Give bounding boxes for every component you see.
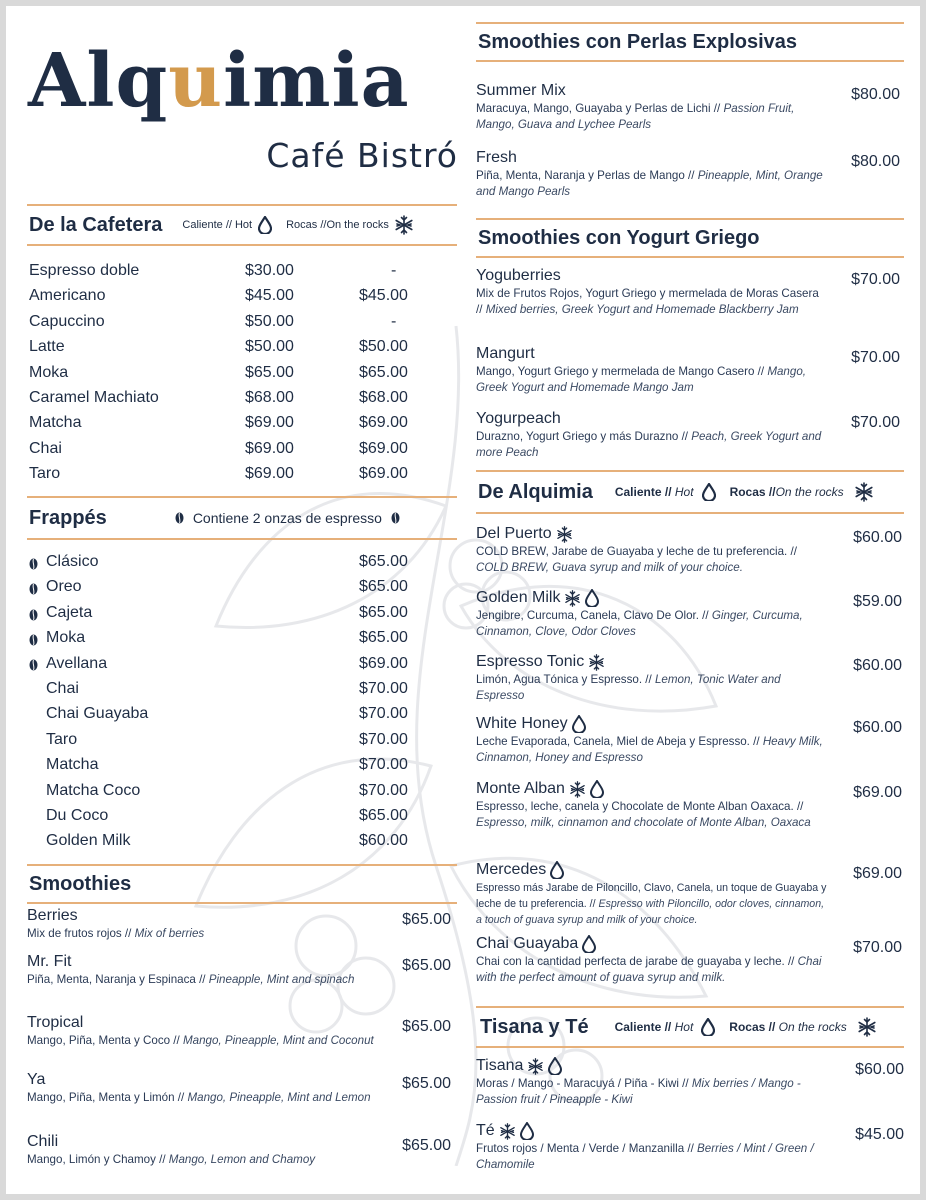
item-name: Taro — [29, 465, 61, 483]
price-rocks: $50.00 — [359, 338, 408, 356]
item-name: Clásico — [46, 553, 99, 570]
menu-item — [476, 861, 904, 928]
menu-item — [476, 1122, 904, 1173]
price-rocks: $65.00 — [359, 363, 408, 381]
snowflake-icon — [556, 526, 573, 543]
description-es: Mango, Piña, Menta y Limón // — [27, 1091, 185, 1104]
rocks-legend: Rocas // On the rocks — [729, 1017, 876, 1037]
description-es: COLD BREW, Jarabe de Guayaba y leche de tu preferencia. // — [476, 545, 797, 558]
item-price: $65.00 — [359, 807, 408, 824]
section-header-frappes — [27, 496, 457, 540]
price-rocks: - — [391, 312, 397, 330]
item-price: $60.00 — [853, 657, 902, 674]
description-en: Ginger, Curcuma, Cinnamon, Clove, Odor Cloves — [476, 609, 803, 638]
item-name: Matcha — [46, 756, 99, 774]
menu-item — [27, 1133, 457, 1168]
item-price: $60.00 — [853, 529, 902, 546]
item-price: $65.00 — [359, 553, 408, 570]
item-price: $70.00 — [359, 781, 408, 799]
description-en: Pineapple, Mint and spinach — [208, 973, 355, 986]
item-name-text: Berries — [27, 907, 78, 924]
drop-icon — [585, 589, 599, 607]
menu-item — [476, 780, 904, 831]
item-description — [476, 364, 828, 396]
item-price: $69.00 — [853, 784, 902, 801]
item-description — [476, 286, 828, 318]
item-name: Chai — [29, 439, 62, 457]
menu-item — [27, 953, 457, 988]
description-es: Frutos rojos / Menta / Verde / Manzanilla // — [476, 1142, 694, 1155]
description-es: Leche Evaporada, Canela, Miel de Abeja y Espresso. // — [476, 735, 760, 748]
snowflake-icon — [857, 1017, 877, 1037]
item-name-text: Yoguberries — [476, 267, 561, 284]
description-en: Mango, Pineapple, Mint and Lemon — [187, 1091, 371, 1104]
item-price: $70.00 — [359, 705, 408, 723]
item-name — [476, 1057, 904, 1075]
menu-item — [476, 410, 904, 461]
description-es: Durazno, Yogurt Griego y más Durazno // — [476, 430, 689, 443]
hot-legend: Caliente // Hot — [182, 216, 272, 234]
description-en: Mix of berries — [134, 927, 205, 940]
rocks-legend: Rocas // On the rocks — [730, 482, 874, 502]
item-name-text: Espresso Tonic — [476, 653, 585, 670]
item-name-text: Monte Alban — [476, 780, 565, 797]
item-description — [476, 799, 828, 831]
drop-icon — [572, 715, 586, 733]
description-en: Espresso with Piloncillo, odor cloves, cinnamon, a touch of guava syrup and milk of your choice. — [476, 898, 825, 926]
item-price: $70.00 — [359, 756, 408, 774]
item-name — [476, 653, 904, 671]
menu-item — [476, 715, 904, 766]
description-en: Mango, Lemon and Chamoy — [168, 1153, 316, 1166]
menu-item — [476, 1057, 904, 1108]
section-header-smoothies — [27, 864, 457, 904]
item-description — [476, 101, 826, 133]
item-name: Avellana — [46, 654, 108, 672]
description-es: Limón, Agua Tónica y Espresso. // — [476, 673, 652, 686]
price-rocks: $69.00 — [359, 439, 408, 457]
menu-item — [476, 935, 904, 986]
hot-legend: Caliente // Hot — [615, 483, 716, 501]
item-price: $65.00 — [402, 1075, 451, 1092]
item-price: $65.00 — [359, 578, 408, 596]
item-name — [27, 907, 457, 925]
description-en: Berries / Mint / Green / Chamomile — [476, 1142, 814, 1171]
item-price: $59.00 — [853, 593, 902, 610]
item-name-text: Tropical — [27, 1014, 84, 1031]
coffee-bean-icon — [175, 512, 184, 524]
item-name: Golden Milk — [46, 832, 131, 850]
menu-item — [476, 589, 904, 640]
item-price: $65.00 — [359, 603, 408, 621]
item-description — [27, 972, 377, 988]
item-name — [27, 953, 457, 971]
menu-item — [27, 907, 457, 942]
item-price: $70.00 — [851, 271, 900, 288]
description-es: Jengibre, Curcuma, Canela, Clavo De Olor. // — [476, 609, 709, 622]
drop-icon — [590, 780, 604, 798]
coffee-bean-icon — [391, 512, 400, 524]
coffee-bean-icon — [29, 583, 38, 595]
snowflake-icon — [569, 781, 586, 798]
item-name-text: Mangurt — [476, 345, 535, 362]
description-en: Chai with the perfect amount of guava syrup and milk. — [476, 955, 822, 984]
item-name — [476, 410, 904, 428]
item-price: $70.00 — [851, 349, 900, 366]
item-name — [476, 861, 904, 879]
item-description — [476, 954, 828, 986]
snowflake-icon — [527, 1058, 544, 1075]
brand-logo — [28, 38, 458, 179]
item-name: Du Coco — [46, 807, 109, 824]
price-rocks: $45.00 — [359, 287, 408, 305]
description-es: Piña, Menta, Naranja y Perlas de Mango // — [476, 169, 695, 182]
description-en: COLD BREW, Guava syrup and milk of your choice. — [476, 561, 743, 574]
item-name-text: Del Puerto — [476, 525, 552, 542]
price-hot: $50.00 — [245, 338, 294, 356]
item-description — [27, 1152, 377, 1168]
section-header-alquimia — [476, 470, 904, 514]
menu-item — [476, 653, 904, 704]
price-hot: $69.00 — [245, 414, 294, 432]
coffee-bean-icon — [29, 609, 38, 621]
item-name — [476, 525, 904, 543]
item-description — [476, 1141, 828, 1173]
item-description — [476, 544, 828, 576]
coffee-bean-icon — [29, 659, 38, 671]
price-hot: $69.00 — [245, 439, 294, 457]
brand-subtitle: Café Bistró — [266, 136, 458, 175]
item-price: $70.00 — [359, 730, 408, 748]
drop-icon — [520, 1122, 534, 1140]
drop-icon — [550, 861, 564, 879]
item-description — [476, 608, 828, 640]
item-name — [476, 715, 904, 733]
description-es: Espresso, leche, canela y Chocolate de Monte Alban Oaxaca. // — [476, 800, 804, 813]
item-name-text: Mercedes — [476, 861, 547, 878]
item-name: Matcha — [29, 414, 82, 432]
item-name: Moka — [46, 629, 86, 647]
item-name: Chai Guayaba — [46, 705, 149, 723]
item-name-text: Golden Milk — [476, 589, 561, 606]
item-name-text: Yogurpeach — [476, 410, 561, 427]
item-price: $65.00 — [402, 911, 451, 928]
price-hot: $50.00 — [245, 312, 294, 330]
price-rocks: $69.00 — [359, 414, 408, 432]
item-name: Cajeta — [46, 603, 93, 621]
item-name: Moka — [29, 363, 69, 381]
description-en: Heavy Milk, Cinnamon, Honey and Espresso — [476, 735, 823, 764]
description-es: Mango, Yogurt Griego y mermelada de Mango Casero // — [476, 365, 765, 378]
item-name — [476, 935, 904, 953]
section-title: Smoothies con Yogurt Griego — [478, 226, 760, 249]
item-name-text: Té — [476, 1122, 495, 1139]
item-name: Caramel Machiato — [29, 389, 159, 406]
section-header-tisana — [476, 1006, 904, 1048]
item-name — [476, 267, 904, 285]
item-name: Oreo — [46, 578, 82, 596]
description-es: Piña, Menta, Naranja y Espinaca // — [27, 973, 206, 986]
description-en: Mixed berries, Greek Yogurt and Homemade Blackberry Jam — [485, 303, 799, 316]
drop-icon — [258, 216, 272, 234]
brand-name: Alquimia — [28, 38, 410, 124]
section-title: De Alquimia — [478, 480, 593, 503]
section-title: Smoothies — [29, 872, 132, 895]
snowflake-icon — [588, 654, 605, 671]
item-description — [476, 880, 828, 928]
item-price: $60.00 — [853, 719, 902, 736]
item-name — [476, 1122, 904, 1140]
drop-icon — [548, 1057, 562, 1075]
coffee-bean-icon — [29, 634, 38, 646]
item-name-text: Ya — [27, 1071, 46, 1088]
snowflake-icon — [394, 215, 414, 235]
item-name-text: White Honey — [476, 715, 568, 732]
description-es: Mango, Piña, Menta y Coco // — [27, 1034, 180, 1047]
snowflake-icon — [564, 590, 581, 607]
rocks-legend: Rocas //On the rocks — [286, 215, 414, 235]
description-en: Lemon, Tonic Water and Espresso — [476, 673, 781, 702]
item-name: Espresso doble — [29, 262, 140, 279]
price-rocks: $68.00 — [359, 389, 408, 406]
menu-item — [27, 1014, 457, 1049]
description-es: Mango, Limón y Chamoy // — [27, 1153, 166, 1166]
item-name — [27, 1133, 457, 1151]
description-en: Mango, Greek Yogurt and Homemade Mango Jam — [476, 365, 806, 394]
price-rocks: $69.00 — [359, 465, 408, 483]
snowflake-icon — [499, 1123, 516, 1140]
item-name: Capuccino — [29, 312, 105, 330]
menu-page — [6, 6, 920, 1194]
item-name: Matcha Coco — [46, 781, 141, 799]
description-es: Maracuya, Mango, Guayaba y Perlas de Lichi // — [476, 102, 721, 115]
section-header-cafetera — [27, 204, 457, 246]
item-name-text: Fresh — [476, 149, 517, 166]
snowflake-icon — [854, 482, 874, 502]
price-hot: $65.00 — [245, 363, 294, 381]
section-title: Tisana y Té — [480, 1015, 589, 1038]
drop-icon — [582, 935, 596, 953]
item-description — [27, 1033, 377, 1049]
item-name: Latte — [29, 338, 65, 356]
item-name — [27, 1071, 457, 1089]
item-name: Taro — [46, 730, 78, 748]
item-name-text: Chai Guayaba — [476, 935, 579, 952]
item-description — [476, 672, 828, 704]
item-name — [27, 1014, 457, 1032]
item-name-text: Tisana — [476, 1057, 524, 1074]
section-title: De la Cafetera — [29, 213, 163, 236]
item-description — [476, 734, 828, 766]
section-header-perlas — [476, 22, 904, 62]
item-description — [476, 168, 826, 200]
item-name — [476, 345, 904, 363]
item-description — [27, 926, 377, 942]
left-column — [27, 202, 457, 1182]
item-price: $65.00 — [402, 957, 451, 974]
description-en: Espresso, milk, cinnamon and chocolate of Monte Alban, Oaxaca — [476, 816, 811, 829]
menu-item — [27, 1071, 457, 1106]
price-hot: $69.00 — [245, 465, 294, 483]
description-es: Mix de frutos rojos // — [27, 927, 132, 940]
item-price: $60.00 — [359, 832, 408, 850]
item-price: $70.00 — [851, 414, 900, 431]
item-price: $69.00 — [359, 654, 408, 672]
right-column — [476, 22, 904, 1192]
description-es: Mix de Frutos Rojos, Yogurt Griego y mermelada de Moras Casera // — [476, 287, 819, 316]
menu-item — [476, 345, 904, 396]
description-en: Mix berries / Mango - Passion fruit / Pineapple - Kiwi — [476, 1077, 801, 1106]
item-price: $45.00 — [855, 1126, 904, 1143]
description-en: Peach, Greek Yogurt and more Peach — [476, 430, 822, 459]
description-en: Pineapple, Mint, Orange and Mango Pearls — [476, 169, 823, 198]
drop-icon — [701, 1018, 715, 1036]
item-description — [476, 1076, 828, 1108]
item-price: $70.00 — [853, 939, 902, 956]
menu-item — [476, 82, 904, 133]
item-price: $70.00 — [359, 680, 408, 697]
item-name: Americano — [29, 287, 106, 305]
item-name-text: Mr. Fit — [27, 953, 72, 970]
item-price: $80.00 — [851, 153, 900, 170]
price-hot: $68.00 — [245, 389, 294, 406]
price-hot: $30.00 — [245, 262, 294, 279]
section-title: Frappés — [29, 506, 107, 529]
item-price: $65.00 — [402, 1018, 451, 1035]
item-name — [476, 589, 904, 607]
coffee-bean-icon — [29, 558, 38, 570]
item-name: Chai — [46, 680, 79, 697]
item-name-text: Summer Mix — [476, 82, 566, 99]
price-hot: $45.00 — [245, 287, 294, 305]
description-es: Espresso más Jarabe de Piloncillo, Clavo, Canela, un toque de Guayaba y leche de tu preferencia. // — [476, 882, 827, 910]
espresso-note: Contiene 2 onzas de espresso — [175, 510, 400, 526]
section-header-yogurt — [476, 218, 904, 258]
description-en: Mango, Pineapple, Mint and Coconut — [182, 1034, 374, 1047]
price-rocks: - — [391, 262, 397, 279]
item-description — [27, 1090, 377, 1106]
section-title: Smoothies con Perlas Explosivas — [478, 30, 798, 53]
menu-item — [476, 267, 904, 318]
item-name — [476, 149, 904, 167]
description-es: Chai con la cantidad perfecta de jarabe de guayaba y leche. // — [476, 955, 795, 968]
description-en: Passion Fruit, Mango, Guava and Lychee Pearls — [476, 102, 795, 131]
item-price: $65.00 — [402, 1137, 451, 1154]
item-price: $65.00 — [359, 629, 408, 647]
item-name-text: Chili — [27, 1133, 59, 1150]
item-price: $60.00 — [855, 1061, 904, 1078]
menu-item — [476, 149, 904, 200]
item-price: $80.00 — [851, 86, 900, 103]
item-price: $69.00 — [853, 865, 902, 882]
item-description — [476, 429, 828, 461]
item-name — [476, 780, 904, 798]
description-es: Moras / Mango - Maracuyá / Piña - Kiwi // — [476, 1077, 689, 1090]
menu-item — [476, 525, 904, 576]
item-name — [476, 82, 904, 100]
hot-legend: Caliente // Hot — [615, 1018, 716, 1036]
drop-icon — [702, 483, 716, 501]
